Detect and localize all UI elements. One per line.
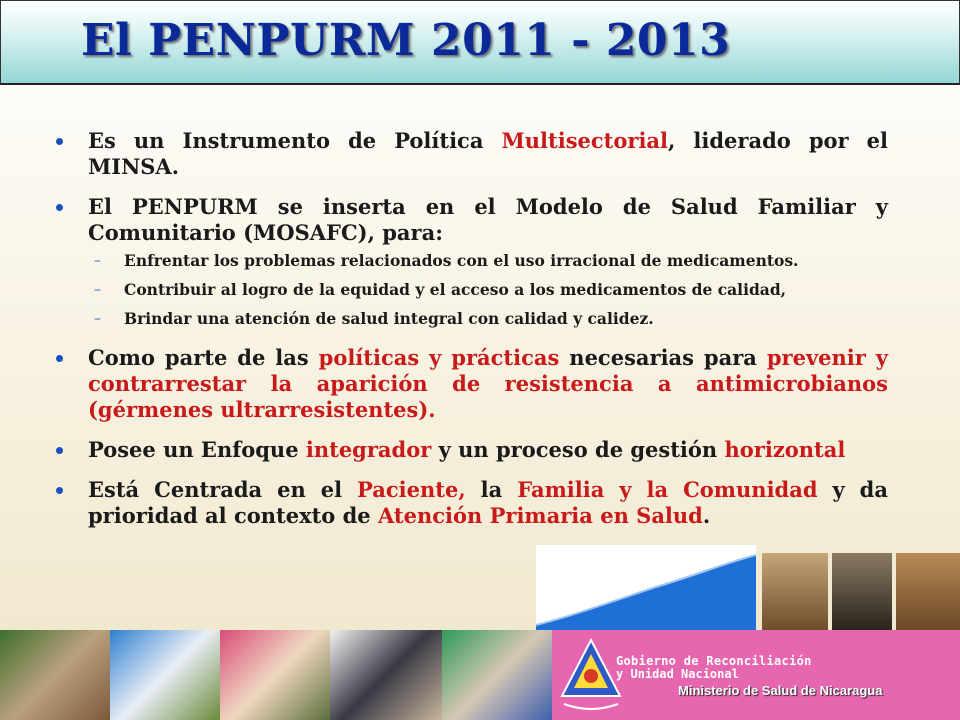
bullet-text: y un proceso de gestión bbox=[431, 437, 725, 462]
ministry-label: Ministerio de Salud de Nicaragua bbox=[678, 683, 883, 698]
highlight-text: horizontal bbox=[724, 437, 846, 462]
bullet-text: necesarias para bbox=[559, 345, 767, 370]
bullet-text: . bbox=[702, 503, 711, 528]
bullet-dot-icon bbox=[56, 487, 63, 494]
highlight-text: prevenir y contrarrestar la aparición de resistencia a antimicrobianos (gérmenes ultrarresistentes). bbox=[88, 345, 888, 422]
bullet-text: la bbox=[465, 477, 518, 502]
bullet-list bbox=[52, 128, 888, 543]
sub-item-text: Contribuir al logro de la equidad y el acceso a los medicamentos de calidad, bbox=[124, 280, 787, 299]
highlight-text: Multisectorial bbox=[501, 128, 669, 153]
sub-item bbox=[88, 309, 888, 329]
photo-strip bbox=[0, 630, 552, 720]
bullet-item bbox=[52, 128, 888, 180]
portrait-photo bbox=[762, 553, 828, 630]
bullet-item bbox=[52, 477, 888, 529]
bullet-dot-icon bbox=[56, 447, 63, 454]
community-photo bbox=[0, 630, 110, 720]
bullet-text: Posee un Enfoque bbox=[88, 437, 306, 462]
dash-icon: – bbox=[94, 253, 101, 269]
community-photo bbox=[442, 630, 552, 720]
dash-icon: – bbox=[94, 282, 101, 298]
dash-icon: – bbox=[94, 311, 101, 327]
bullet-text: , liderado por el MINSA. bbox=[88, 128, 888, 179]
bullet-dot-icon bbox=[56, 204, 63, 211]
bullet-item bbox=[52, 345, 888, 423]
highlight-text: integrador bbox=[305, 437, 432, 462]
bullet-dot-icon bbox=[56, 138, 63, 145]
bullet-text: El PENPURM se inserta en el Modelo de Salud Familiar y Comunitario (MOSAFC), para: bbox=[88, 194, 888, 245]
sub-item bbox=[88, 280, 888, 300]
bullet-text: Está Centrada en el bbox=[88, 477, 358, 502]
slide-title: El PENPURM 2011 - 2013 bbox=[81, 15, 731, 66]
bullet-item bbox=[52, 194, 888, 246]
community-photo bbox=[110, 630, 220, 720]
government-banner bbox=[552, 630, 960, 720]
bullet-text: y da prioridad al contexto de bbox=[88, 477, 888, 528]
bullet-text: Como parte de las bbox=[88, 345, 319, 370]
government-name-line2: y Unidad Nacional bbox=[616, 667, 739, 681]
sub-item-text: Enfrentar los problemas relacionados con el uso irracional de medicamentos. bbox=[124, 251, 799, 270]
sub-item bbox=[88, 251, 888, 271]
portrait-photo bbox=[832, 553, 892, 630]
growth-curve-graphic bbox=[536, 545, 756, 630]
nicaragua-emblem-icon bbox=[558, 634, 624, 716]
sub-list bbox=[52, 251, 888, 329]
highlight-text: Paciente, bbox=[357, 477, 466, 502]
bullet-text: Es un Instrumento de Política bbox=[88, 128, 502, 153]
highlight-text: políticas y prácticas bbox=[318, 345, 560, 370]
bullet-item bbox=[52, 437, 888, 463]
community-photo bbox=[330, 630, 442, 720]
bullet-dot-icon bbox=[56, 355, 63, 362]
highlight-text: Atención Primaria en Salud bbox=[377, 503, 703, 528]
community-photo bbox=[220, 630, 330, 720]
title-bar bbox=[0, 0, 960, 85]
government-name-line1: Gobierno de Reconciliación bbox=[616, 654, 812, 668]
portrait-photo bbox=[896, 553, 960, 630]
highlight-text: Familia y la Comunidad bbox=[517, 477, 818, 502]
sub-item-text: Brindar una atención de salud integral con calidad y calidez. bbox=[124, 309, 654, 328]
